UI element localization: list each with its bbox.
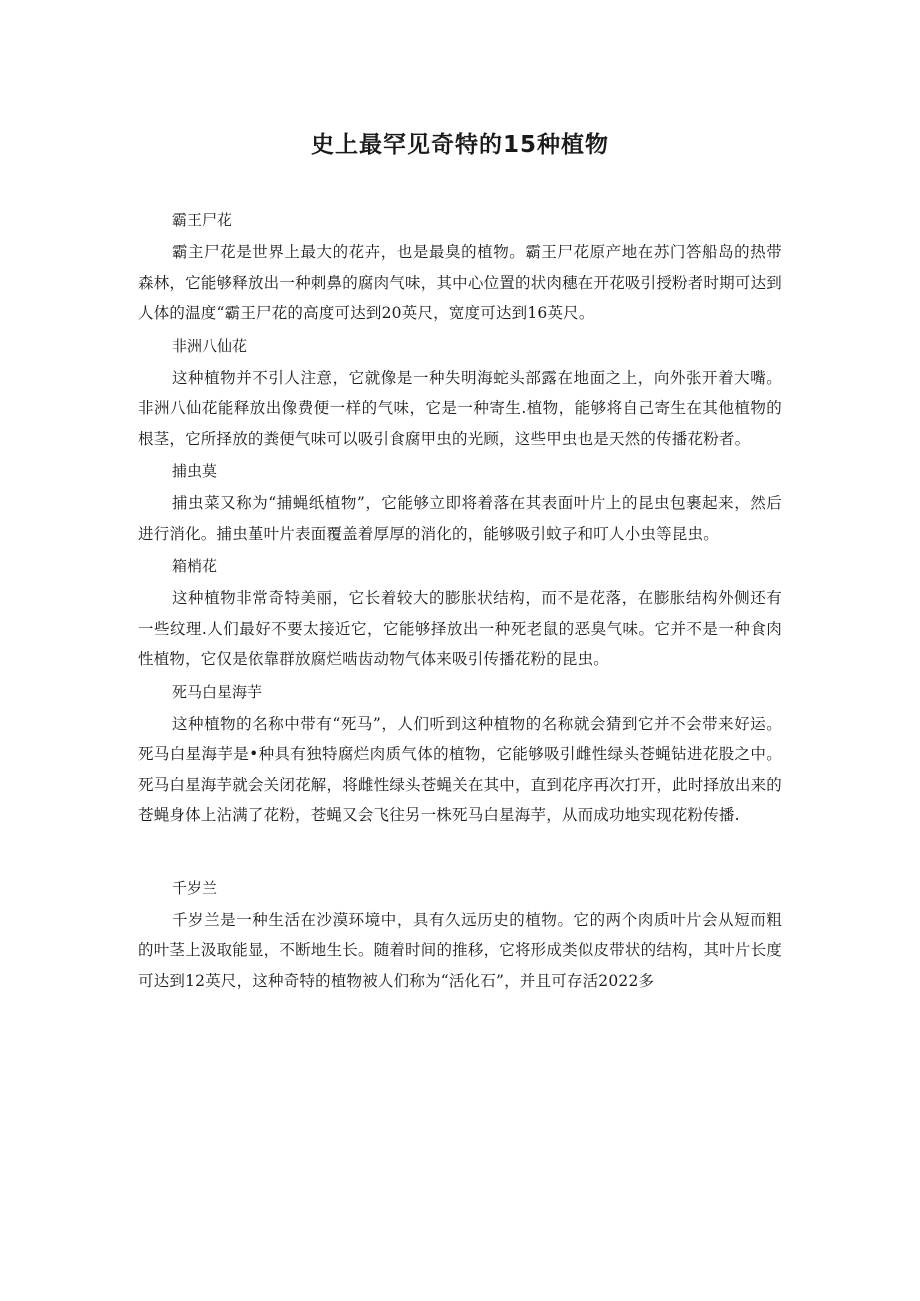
section-paragraph: 这种植物并不引人注意，它就像是一种失明海蛇头部露在地面之上，向外张开着大嘴。非洲八仙花能释放出像费便一样的气味，它是一种寄生.植物，能够将自己寄生在其他植物的根茎，它所择放的粪便气味可以吸引食腐甲虫的光顾，这些甲虫也是天然的传播花粉者。 [138, 368, 782, 448]
section-paragraph: 这种植物非常奇特美丽，它长着较大的膨胀状结构，而不是花落，在膨胀结构外侧还有一些纹理.人们最好不要太接近它，它能够择放出一种死老鼠的恶臭气味。它并不是一种食肉性植物，它仅是依靠群放腐烂啮齿动物气体来吸引传播花粉的昆虫。 [138, 589, 782, 668]
section-paragraph: 捕虫菜又称为“捕蝇纸植物”，它能够立即将着落在其表面叶片上的昆虫包裹起来，然后进行消化。捕虫堇叶片表面覆盖着厚厚的消化的，能够吸引蚊子和叮人小虫等昆虫。 [138, 494, 782, 543]
section-heading: 捕虫莫 [172, 462, 218, 480]
section-welwitschia [138, 873, 782, 997]
section-heading: 非洲八仙花 [172, 336, 248, 355]
section-spacer [138, 833, 782, 873]
section-hydnora [138, 331, 782, 455]
section-heading: 霸王尸花 [172, 211, 233, 229]
section-rat-flower [138, 551, 782, 675]
document-body [138, 205, 782, 998]
section-paragraph: 霸主尸花是世界上最大的花卉，也是最臭的植物。霸王尸花原产地在苏门答船岛的热带森林，它能够释放出一种刺鼻的腐肉气味，其中心位置的状肉穗在开花吸引授粉者时期可达到人体的温度“霸王尸花的高度可达到20英尺，宽度可达到16英尺。 [138, 243, 782, 322]
section-butterwort [138, 456, 782, 549]
section-dead-horse-arum [138, 677, 782, 831]
section-paragraph: 千岁兰是一种生活在沙漠环境中，具有久远历史的植物。它的两个肉质叶片会从短而粗的叶茎上汲取能显，不断地生长。随着时间的推移，它将形成类似皮带状的结构，其叶片长度可达到12英尺，这种奇特的植物被人们称为“活化石”，并且可存活2022多 [138, 910, 782, 990]
section-heading: 箱梢花 [172, 557, 218, 575]
section-heading: 死马白星海芋 [172, 682, 263, 701]
section-paragraph: 这种植物的名称中带有“死马”，人们听到这种植物的名称就会猜到它并不会带来好运。死马白星海芋是•种具有独特腐烂肉质气体的植物，它能够吸引雌性绿头苍蝇钻进花股之中。死马白星海芋就会关闭花解，将雌性绿头苍蝇关在其中，直到花序再次打开，此时择放出来的苍蝇身体上沾满了花粉，苍蝇又会飞往另一株死马白星海芋，从而成功地实现花粉传播. [138, 714, 782, 824]
section-rafflesia [138, 205, 782, 329]
document-title: 史上最罕见奇特的15种植物 [310, 132, 609, 158]
section-heading: 千岁兰 [172, 878, 218, 897]
